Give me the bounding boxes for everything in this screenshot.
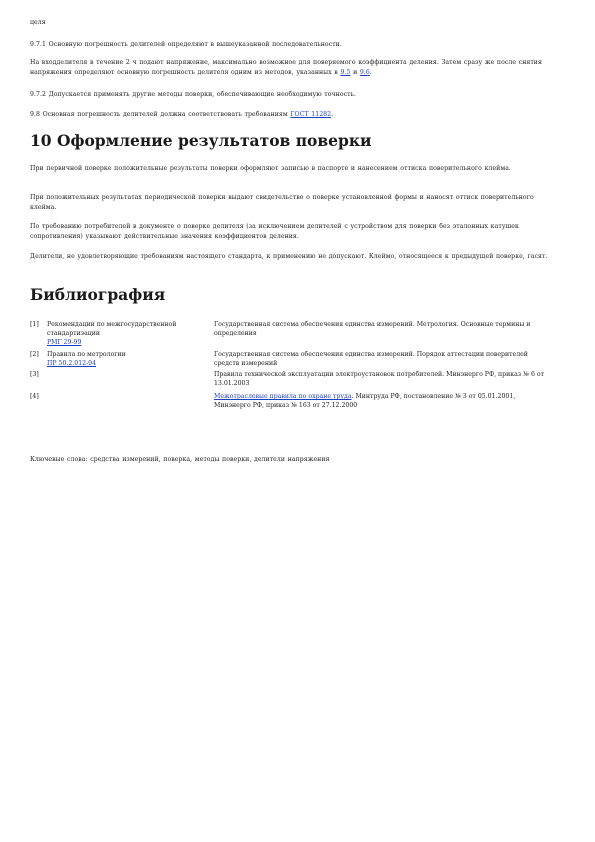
link-9-5[interactable]: 9.5 bbox=[340, 68, 351, 76]
clause-9-7-text bbox=[30, 58, 550, 77]
bibliography-title: Государственная система обеспечения единства измерений. Порядок аттестации поверителей средств измерений bbox=[214, 351, 528, 367]
bibliography-row bbox=[30, 370, 550, 392]
clause-9-8-body: 9.8 Основная погрешность делителей должна соответствовать требованиям bbox=[30, 111, 291, 118]
bibliography-source-text: Рекомендации по межгосударственной стандартизации bbox=[47, 321, 177, 337]
bibliography-number: [2] bbox=[30, 351, 39, 358]
bibliography-link-labor-rules[interactable]: Межотраслевые правила по охране труда bbox=[214, 393, 352, 400]
bibliography-link-rmg[interactable]: РМГ 29-99 bbox=[47, 339, 82, 346]
section-10-paragraph-1: При первичной поверке положительные результаты поверки оформляют записью в паспорте и нанесением оттиска поверительного клейма. bbox=[30, 165, 511, 172]
bibliography-row bbox=[30, 320, 550, 350]
bibliography-source bbox=[47, 350, 214, 370]
bibliography-source bbox=[47, 370, 214, 392]
keywords: Ключевые слова: средства измерений, поверка, методы поверки, делители напряжения bbox=[30, 456, 330, 463]
bibliography-title-tail: . Минтруда РФ, постановление № 3 от 05.01.2001, Минэнерго РФ, приказ № 163 от 27.12.2000 bbox=[214, 393, 516, 409]
bibliography-source bbox=[47, 320, 214, 350]
bibliography-title: Государственная система обеспечения единства измерений. Метрология. Основные термины и определения bbox=[214, 321, 531, 337]
bibliography-number: [4] bbox=[30, 393, 39, 400]
bibliography-title: Правила технической эксплуатации электроустановок потребителей. Минэнерго РФ, приказ № 6 от 13.01.2003 bbox=[214, 371, 545, 387]
clause-9-8-end: . bbox=[331, 111, 334, 118]
clause-9-7-body: На входделителя в течение 2 ч подают напряжение, максимально возможное для поверяемого коэффициента деления. Затем сразу же после снятия напряжения определяют основную погрешность делителя одним из методов, указанных в bbox=[30, 59, 542, 76]
bibliography-row bbox=[30, 350, 550, 370]
link-gost-11282[interactable]: ГОСТ 11282 bbox=[290, 111, 332, 118]
section-10-paragraph-2: При положительных результатах периодической поверки выдают свидетельство о поверке установленной формы и наносят оттиск поверительного клейма. bbox=[30, 194, 534, 211]
bibliography-title bbox=[214, 392, 550, 410]
bibliography-heading: Библиография bbox=[30, 285, 166, 304]
bibliography-table bbox=[30, 320, 550, 410]
clause-9-8 bbox=[30, 110, 550, 120]
bibliography-link-pr[interactable]: ПР 50.2.012-94 bbox=[47, 360, 97, 367]
bibliography-number: [3] bbox=[30, 371, 39, 378]
section-10-paragraph-4: Делители, не удовлетворяющие требованиям настоящего стандарта, к применению не допускают. Клеймо, относящееся к предыдущей поверке, гасят. bbox=[30, 253, 548, 260]
clause-9-7-and: и bbox=[350, 68, 360, 76]
leading-fragment: целя bbox=[30, 19, 46, 26]
link-9-6[interactable]: 9.6 bbox=[359, 68, 370, 76]
section-10-heading: 10 Оформление результатов поверки bbox=[30, 131, 372, 150]
clause-9-7-2: 9.7.2 Допускается применять другие методы поверки, обеспечивающие необходимую точность. bbox=[30, 91, 357, 98]
bibliography-source bbox=[47, 392, 214, 410]
bibliography-row bbox=[30, 392, 550, 410]
clause-9-7-end: . bbox=[369, 68, 372, 76]
bibliography-source-text: Правила по метрологии bbox=[47, 351, 126, 358]
bibliography-number: [1] bbox=[30, 321, 39, 328]
clause-9-7-1: 9.7.1 Основную погрешность делителей определяют в вышеуказанной последовательности. bbox=[30, 41, 342, 48]
section-10-paragraph-3: По требованию потребителей в документе о поверке делителя (за исключением делителей с устройством для поверки без эталонных катушек сопротивления) указывают действительные значения коэффициентов деления. bbox=[30, 223, 519, 240]
